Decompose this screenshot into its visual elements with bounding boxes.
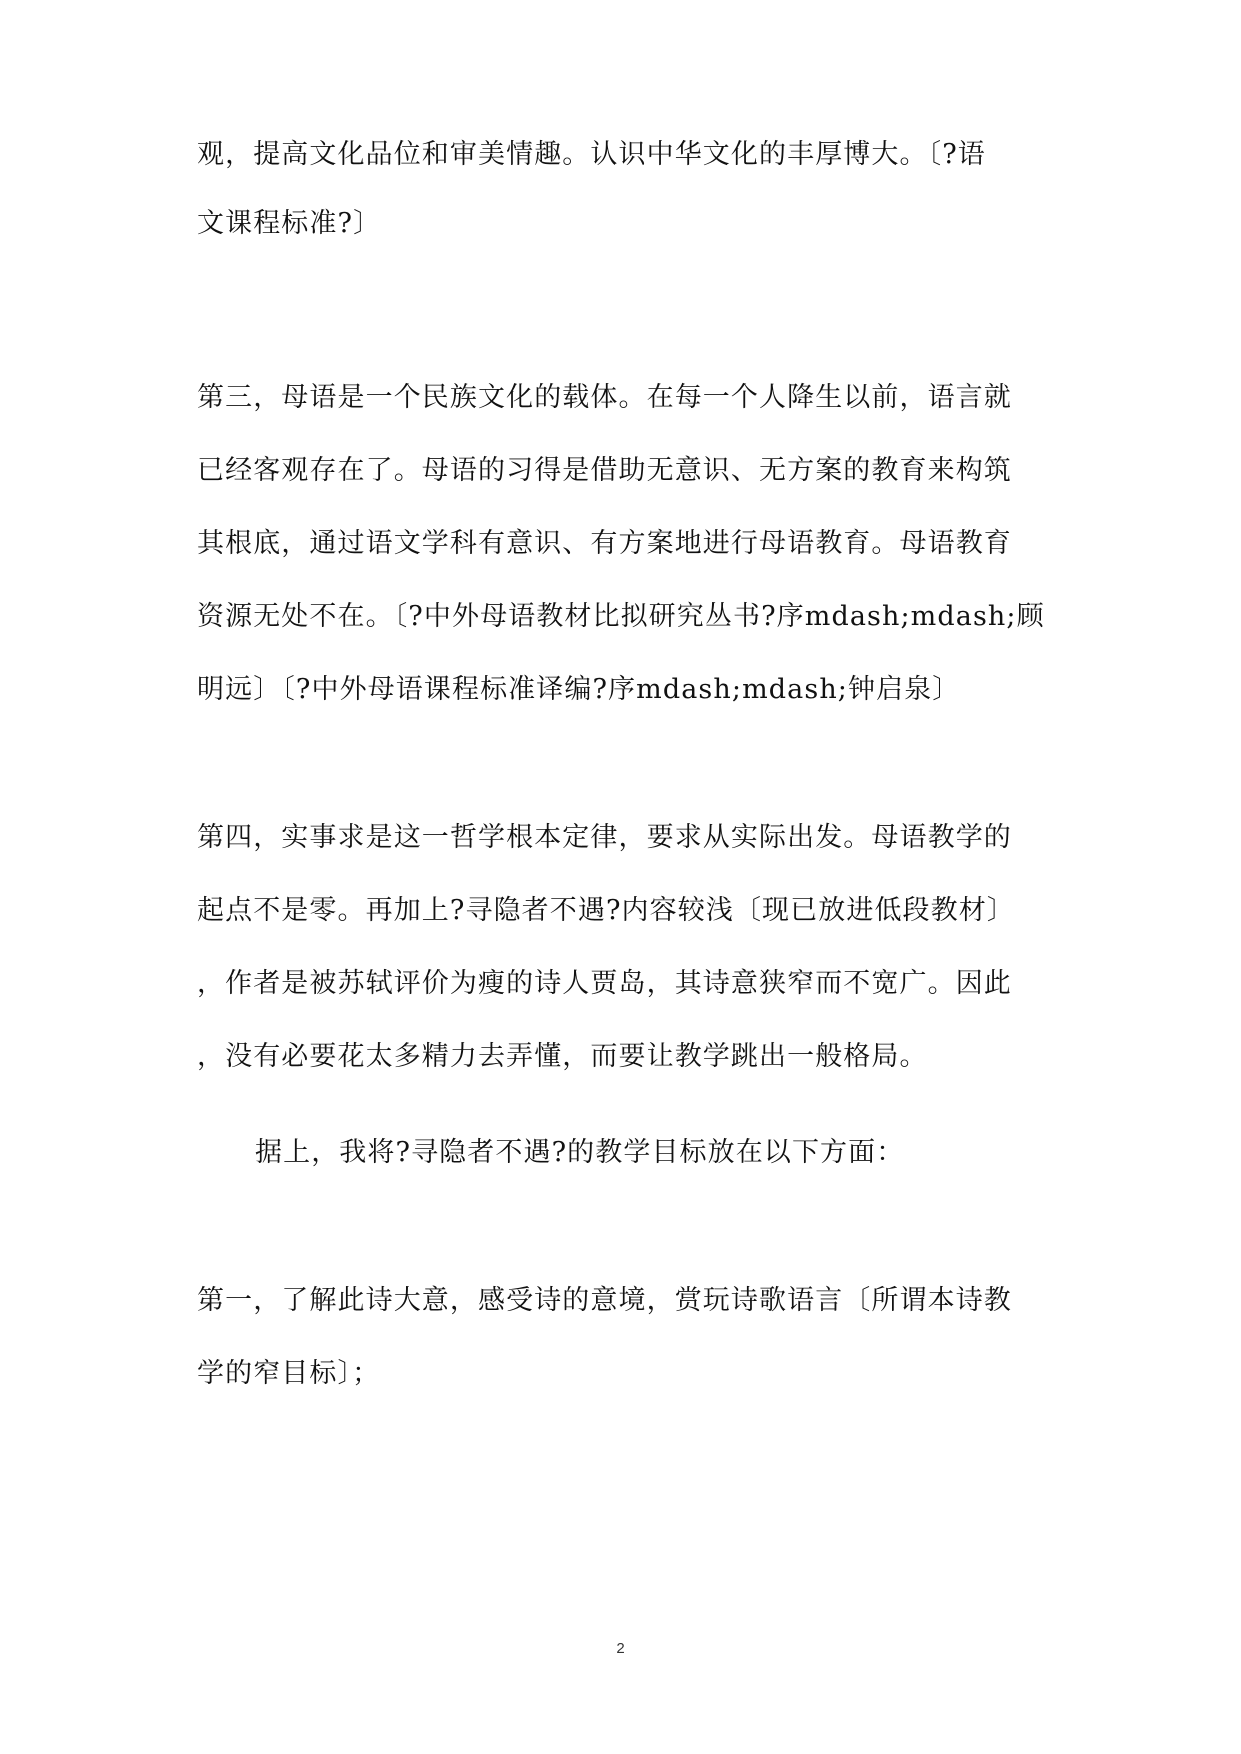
text-line: 明远〕〔?中外母语课程标准译编?序mdash;mdash;钟启泉〕 — [197, 674, 961, 705]
text-line: 文课程标准?〕 — [197, 208, 382, 239]
text-line: 起点不是零。再加上?寻隐者不遇?内容较浅〔现已放进低段教材〕 — [197, 895, 1015, 926]
text-line: 学的窄目标〕； — [197, 1358, 381, 1389]
text-line: 其根底，通过语文学科有意识、有方案地进行母语教育。母语教育 — [197, 528, 1012, 559]
text-line: 据上，我将?寻隐者不遇?的教学目标放在以下方面： — [255, 1137, 905, 1168]
text-line: ，没有必要花太多精力去弄懂，而要让教学跳出一般格局。 — [197, 1041, 928, 1072]
text-line: 第一，了解此诗大意，感受诗的意境，赏玩诗歌语言〔所谓本诗教 — [197, 1285, 1012, 1316]
text-line: 资源无处不在。〔?中外母语教材比拟研究丛书?序mdash;mdash;顾 — [197, 601, 1045, 632]
text-line: 观，提高文化品位和审美情趣。认识中华文化的丰厚博大。〔?语 — [197, 139, 986, 170]
page-number: 2 — [616, 1640, 625, 1657]
text-line: 第四，实事求是这一哲学根本定律，要求从实际出发。母语教学的 — [197, 822, 1012, 853]
text-line: ，作者是被苏轼评价为瘦的诗人贾岛，其诗意狭窄而不宽广。因此 — [197, 968, 1012, 999]
text-line: 第三，母语是一个民族文化的载体。在每一个人降生以前，语言就 — [197, 382, 1012, 413]
text-line: 已经客观存在了。母语的习得是借助无意识、无方案的教育来构筑 — [197, 455, 1012, 486]
